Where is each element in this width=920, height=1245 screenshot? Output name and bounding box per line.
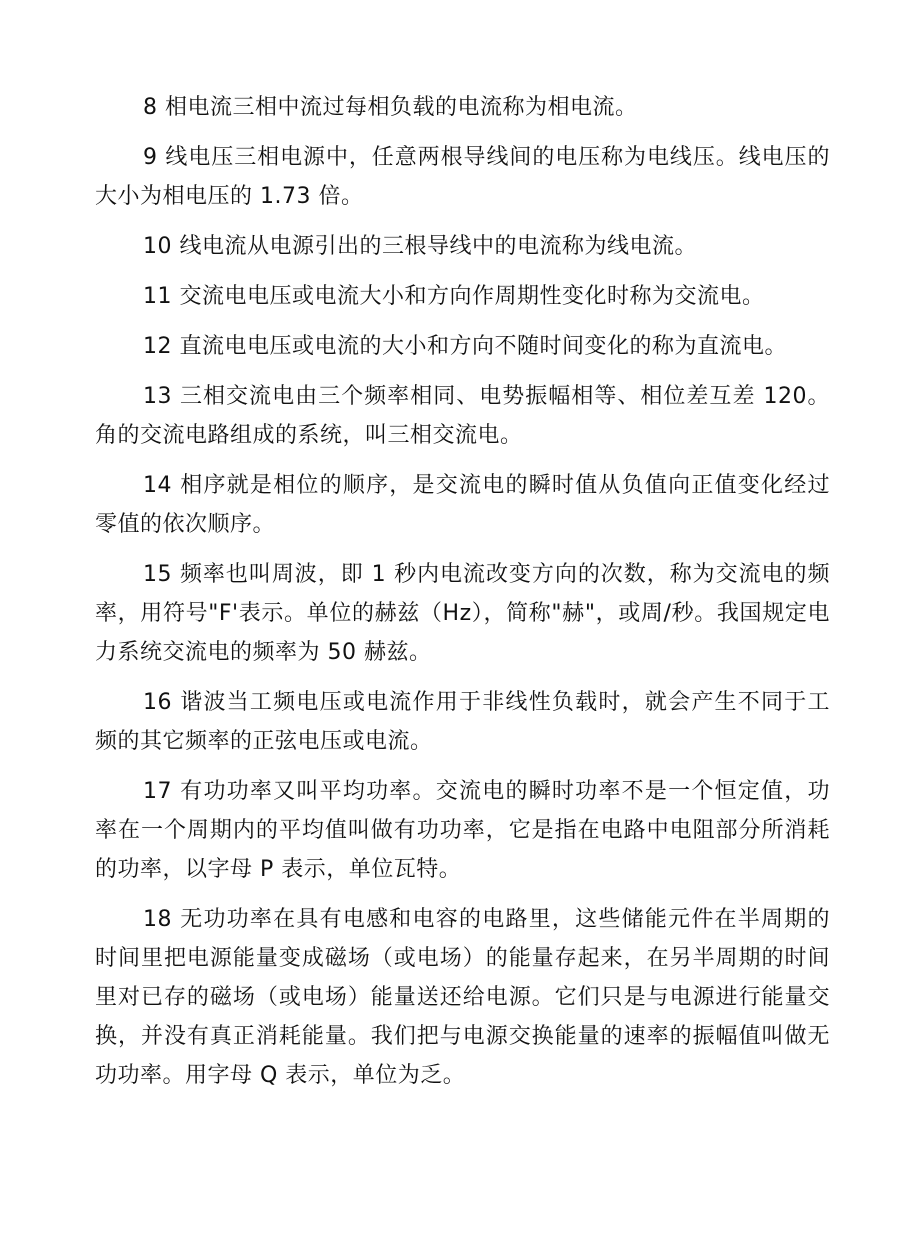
paragraph-12-direct-current: 12 直流电电压或电流的大小和方向不随时间变化的称为直流电。	[143, 334, 787, 359]
paragraph-11-alternating-current: 11 交流电电压或电流大小和方向作周期性变化时称为交流电。	[143, 284, 765, 309]
paragraph-10-line-current: 10 线电流从电源引出的三根导线中的电流称为线电流。	[143, 234, 697, 259]
paragraph-16-harmonics: 16 谐波当工频电压或电流作用于非线性负载时，就会产生不同于工频的其它频率的正弦电压或电流。	[95, 690, 830, 754]
document-body	[95, 88, 830, 1106]
paragraph-14-phase-sequence: 14 相序就是相位的顺序，是交流电的瞬时值从负值向正值变化经过零值的依次顺序。	[95, 473, 830, 537]
paragraph-9-line-voltage: 9 线电压三相电源中，任意两根导线间的电压称为电线压。线电压的大小为相电压的 1.73 倍。	[95, 145, 830, 209]
paragraph-15-frequency: 15 频率也叫周波，即 1 秒内电流改变方向的次数，称为交流电的频率，用符号"F'表示。单位的赫兹（Hz），简称"赫"，或周/秒。我国规定电力系统交流电的频率为 50 赫兹。	[95, 562, 830, 665]
paragraph-17-active-power: 17 有功功率又叫平均功率。交流电的瞬时功率不是一个恒定值，功率在一个周期内的平均值叫做有功功率，它是指在电路中电阻部分所消耗的功率，以字母 P 表示，单位瓦特。	[95, 779, 830, 882]
paragraph-18-reactive-power: 18 无功功率在具有电感和电容的电路里，这些储能元件在半周期的时间里把电源能量变成磁场（或电场）的能量存起来，在另半周期的时间里对已存的磁场（或电场）能量送还给电源。它们只是与电源进行能量交换，并没有真正消耗能量。我们把与电源交换能量的速率的振幅值叫做无功功率。用字母 Q 表示，单位为乏。	[95, 907, 830, 1088]
paragraph-13-three-phase-ac: 13 三相交流电由三个频率相同、电势振幅相等、相位差互差 120。角的交流电路组成的系统，叫三相交流电。	[95, 384, 830, 448]
paragraph-8-phase-current: 8 相电流三相中流过每相负载的电流称为相电流。	[143, 95, 638, 120]
